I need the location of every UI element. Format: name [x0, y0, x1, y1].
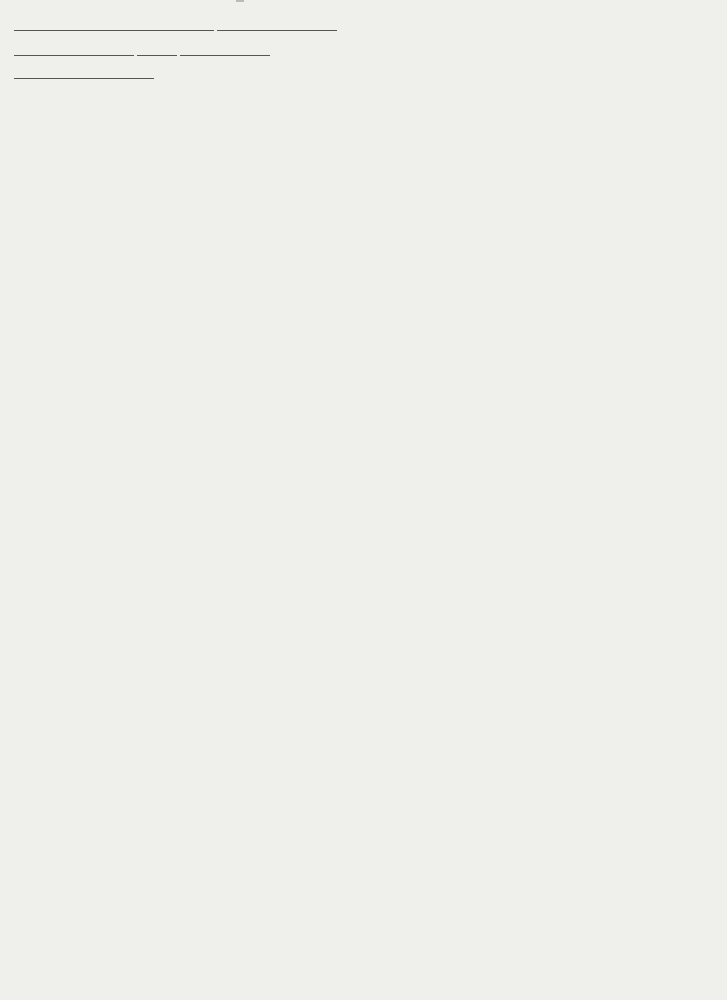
header-parentage: [500, 91, 534, 99]
header-married-within-year: [558, 94, 574, 172]
schedule-line: [14, 22, 337, 34]
header-occupation: [236, 110, 326, 160]
header-age: [177, 101, 190, 173]
header-father-foreign: [503, 101, 515, 173]
header-value-real-estate: [336, 91, 404, 103]
month-value: [180, 55, 270, 56]
post-office-line: [14, 70, 154, 82]
header-mother-foreign: [520, 101, 532, 173]
header-born-within-year: [535, 94, 551, 172]
header-name: [64, 100, 170, 170]
header-attended-school: [578, 94, 590, 172]
header-color: [209, 101, 222, 173]
header-cannot-read: [591, 110, 601, 170]
header-education: [589, 91, 613, 105]
enumeration-line: [14, 47, 270, 59]
header-birthplace: [408, 110, 498, 160]
county-value: [217, 30, 337, 31]
header-personal-estate: [378, 106, 394, 170]
header-family: [38, 96, 52, 174]
header-male-citizens: [661, 106, 677, 172]
state-value: [14, 55, 134, 56]
header-constitutional: [659, 91, 721, 103]
header-dwelling: [18, 96, 32, 174]
header-vote-denied: [681, 106, 711, 172]
header-cannot-write: [602, 110, 612, 170]
header-sex: [193, 101, 206, 173]
header-deaf-blind: [616, 120, 656, 160]
census-grid: [0, 86, 727, 1000]
township-value: [14, 30, 214, 31]
day-value: [137, 55, 177, 56]
post-office-value: [14, 78, 154, 79]
header-description: [176, 91, 222, 99]
header-real-estate: [340, 106, 356, 170]
watermark: [236, 0, 244, 2]
